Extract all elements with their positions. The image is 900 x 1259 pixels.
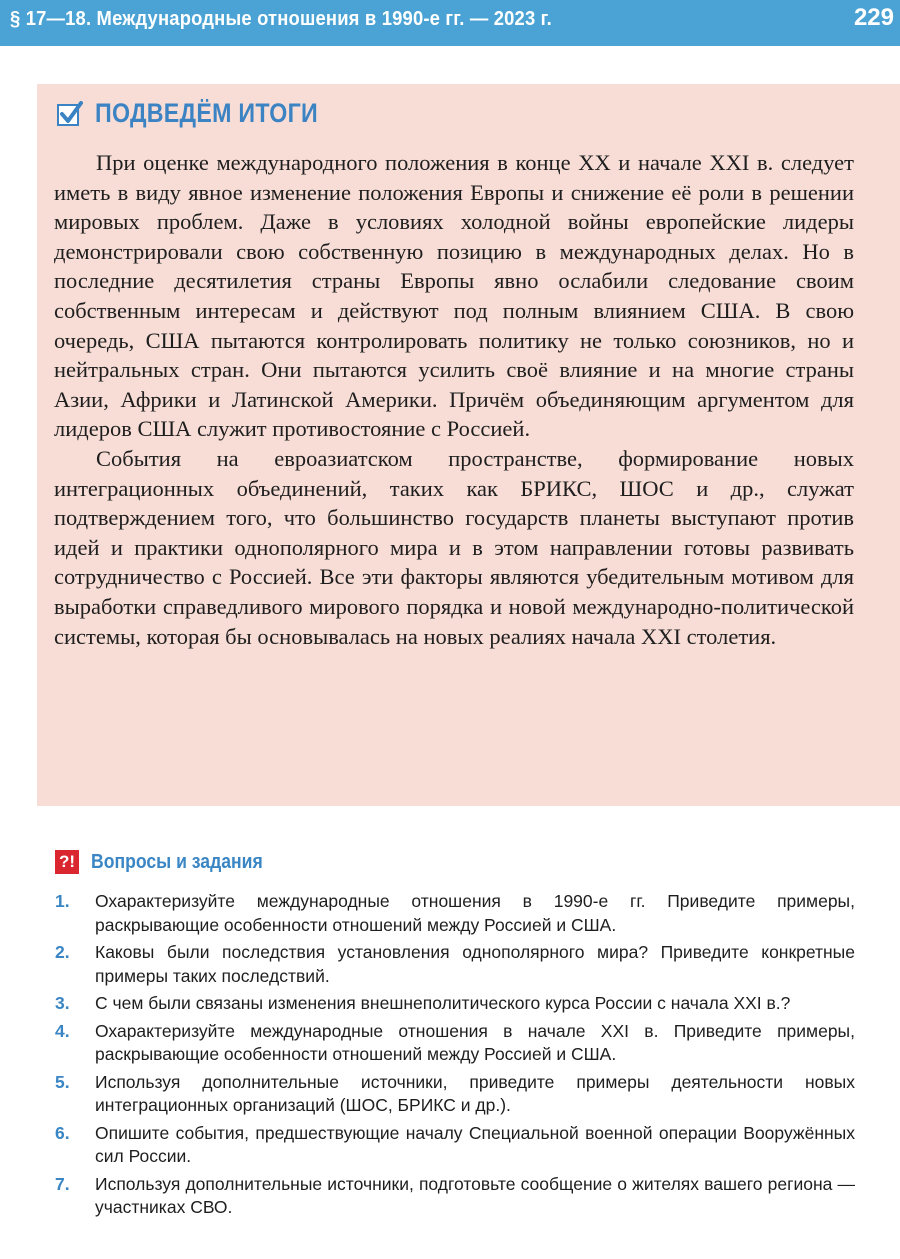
summary-box [37,84,900,806]
question-number: 5. [55,1071,70,1092]
question-number: 7. [55,1173,70,1194]
questions-heading-text: Вопросы и задания [91,850,263,873]
check-icon [57,101,83,127]
questions-heading [55,848,855,876]
question-item [55,1071,855,1118]
summary-heading-text: ПОДВЕДЁМ ИТОГИ [95,98,318,128]
question-number: 1. [55,891,70,911]
question-item [55,1122,855,1169]
page-number: 229 [853,4,894,31]
question-text: Опишите события, предшествующие началу Специальной военной операции Вооружённых сил России. [95,1122,855,1166]
question-number: 4. [55,1020,70,1041]
question-text: Используя дополнительные источники, подготовьте сообщение о жителях вашего региона — участниках СВО. [95,1173,855,1217]
question-item [55,941,855,988]
summary-text [54,148,854,651]
question-text: Каковы были последствия установления однополярного мира? Приведите конкретные примеры таких последствий. [95,942,855,986]
question-text: Охарактеризуйте международные отношения в 1990-е гг. Приведите примеры, раскрывающие особенности отношений между Россией и США. [95,891,855,935]
question-number: 3. [55,993,70,1013]
summary-paragraph: События на евроазиатском пространстве, формирование новых интеграционных объединений, таких как БРИКС, ШОС и др., служат подтверждением того, что большинство государств планеты выступают против идей и практики однополярного мира и в этом направлении готовы развивать сотрудничество с Россией. Все эти факторы являются убедительным мотивом для выработки справедливого мирового порядка и новой международно-политической системы, которая бы основывалась на новых реалиях начала XXI столетия. [54,445,854,649]
question-list [55,890,855,1220]
question-text: Охарактеризуйте международные отношения в начале XXI в. Приведите примеры, раскрывающие особенности отношений между Россией и США. [95,1020,855,1064]
section-title: § 17—18. Международные отношения в 1990-е гг. — 2023 г. [10,8,552,30]
question-text: Используя дополнительные источники, приведите примеры деятельности новых интеграционных организаций (ШОС, БРИКС и др.). [95,1071,855,1115]
question-item [55,1173,855,1220]
question-text: С чем были связаны изменения внешнеполитического курса России с начала XXI в.? [95,993,791,1013]
question-number: 2. [55,942,70,962]
questions-section [55,848,855,1224]
page-header [0,0,900,46]
question-item [55,1020,855,1067]
summary-paragraph: При оценке международного положения в конце XX и начале XXI в. следует иметь в виду явное изменение положения Европы и снижение её роли в решении мировых проблем. Даже в условиях холодной войны европейские лидеры демонстрировали свою собственную позицию в международных делах. Но в последние десятилетия страны Европы явно ослабили следование своим собственным интересам и действуют под полным влиянием США. В свою очередь, США пытаются контролировать политику не только союзников, но и нейтральных стран. Они пытаются усилить своё влияние и на многие страны Азии, Африки и Латинской Америки. Причём объединяющим аргументом для лидеров США служит противостояние с Россией. [54,150,854,442]
summary-heading [57,98,354,129]
question-item [55,992,855,1016]
question-number: 6. [55,1122,70,1143]
question-exclamation-icon: ?! [55,850,79,874]
question-item [55,890,855,937]
